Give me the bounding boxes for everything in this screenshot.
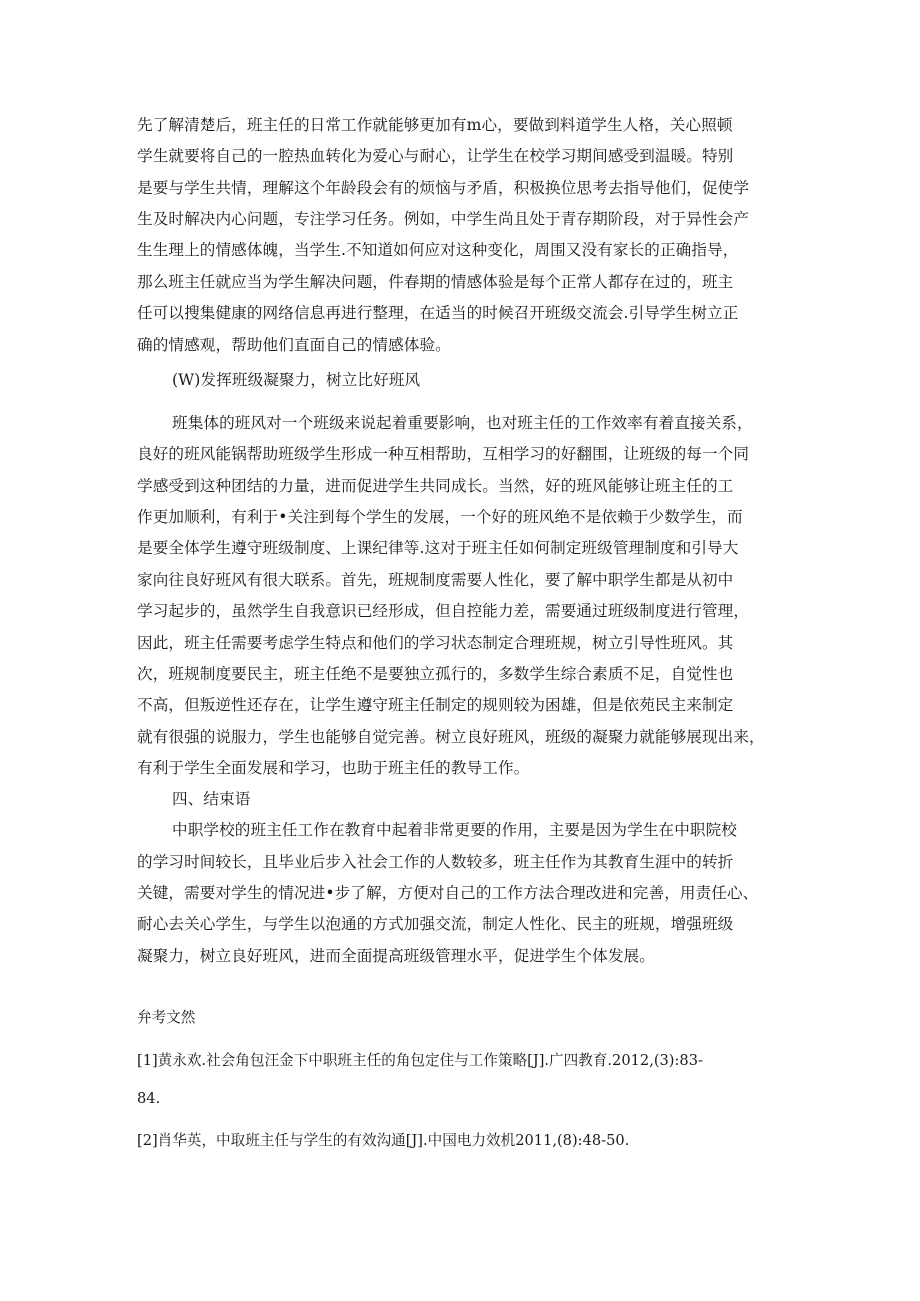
paragraph-1-line-5: 生生理上的情感体魄，当学生.不知道如何应对这种变化，周围又没有家长的正确指导， [137,241,739,259]
paragraph-1-line-1: 先了解清楚后，班主任的日常工作就能够更加有m心，要做到料道学生人格，关心照顿 [137,116,733,134]
paragraph-2-line-9: 次，班规制度要民主，班主任绝不是要独立孤行的，多数学生综合素质不足，自觉性也 [137,665,734,683]
section-heading-conclusion: 四、结束语 [172,790,251,808]
paragraph-2-line-4: 作更加顺利，有利于•关注到每个学生的发展，一个好的班风绝不是依赖于少数学生，而 [137,508,743,526]
paragraph-2-line-8: 因此，班主任需要考虑学生特点和他们的学习状态制定合理班规，树立引导性班风。其 [137,634,734,652]
paragraph-1-line-6: 那么班主任就应当为学生解决问题，件春期的情感体验是每个正常人都存在过的，班主 [137,273,734,291]
paragraph-3-line-2: 的学习时间较长，且毕业后步入社会工作的人数较多，班主任作为其教育生涯中的转折 [137,853,734,871]
reference-item: [2]肖华英，中取班主任与学生的有效沟通[J].中国电力效机2011,(8):48-50. [137,1132,630,1149]
reference-item: [1]黄永欢.社会角包汪金下中职班主任的角包定住与工作策略[J].广四教育.2012,(3):83- [137,1052,703,1069]
paragraph-2-line-6: 家向往良好班风有很大联系。首先，班规制度需要人性化，要了解中职学生都是从初中 [137,571,734,589]
paragraph-1-line-4: 生及时解决内心问题，专注学习任务。例如，中学生尚且处于青存期阶段，对于异性会产 [137,210,750,228]
paragraph-3-line-1: 中职学校的班主任工作在教育中起着非常更要的作用，主要是因为学生在中职院校 [172,821,737,839]
paragraph-1-line-8: 确的情感观，帮助他们直面自己的情感体验。 [137,336,451,354]
paragraph-2-line-7: 学习起步的，虽然学生自我意识已经形成，但自控能力差，需要通过班级制度进行管理， [137,602,750,620]
paragraph-3-line-3: 关键，需要对学生的情况进•步了解，方便对自己的工作方法合理改进和完善，用责任心、 [137,884,759,902]
paragraph-2-line-10: 不高，但叛逆性还存在，让学生遵守班主任制定的规则较为困雄，但是依苑民主来制定 [137,696,734,714]
paragraph-1-line-7: 任可以搜集健康的网络信息再进行整理，在适当的时候召开班级交流会.引导学生树立正 [137,304,739,322]
section-heading-w: (W)发挥班级凝聚力，树立比好班风 [172,371,421,389]
reference-item-continuation: 84. [137,1090,161,1107]
paragraph-2-line-3: 学感受到这种团结的力量，进而促进学生共同成长。当然，好的班风能够让班主任的工 [137,477,734,495]
paragraph-2-line-5: 是要全体学生遵守班级制度、上课纪律等.这对于班主任如何制定班级管理制度和引导大 [137,539,739,557]
paragraph-3-line-5: 凝聚力，树立良好班风，进而全面提高班级管理水平，促进学生个体发展。 [137,947,655,965]
paragraph-2-line-12: 有利于学生全面发展和学习，也助于班主任的教导工作。 [137,759,530,777]
paragraph-2-line-11: 就有很强的说服力，学生也能够自觉完善。树立良好班风，班级的凝聚力就能够展现出来， [137,728,765,746]
paragraph-1-line-3: 是要与学生共情，理解这个年龄段会有的烦恼与矛盾，积极换位思考去指导他们，促使学 [137,179,750,197]
paragraph-1-line-2: 学生就要将自己的一腔热血转化为爱心与耐心，让学生在校学习期间感受到温暖。特别 [137,147,734,165]
paragraph-3-line-4: 耐心去关心学生，与学生以泡通的方式加强交流，制定人性化、民主的班规，增强班级 [137,915,734,933]
references-title: 弁考文然 [137,1009,196,1026]
paragraph-2-line-2: 良好的班风能锅帮助班级学生形成一种互相帮助，互相学习的好翻围，让班级的每一个同 [137,445,750,463]
paragraph-2-line-1: 班集体的班风对一个班级来说起着重要影响，也对班主任的工作效率有着直接关系， [172,414,753,432]
